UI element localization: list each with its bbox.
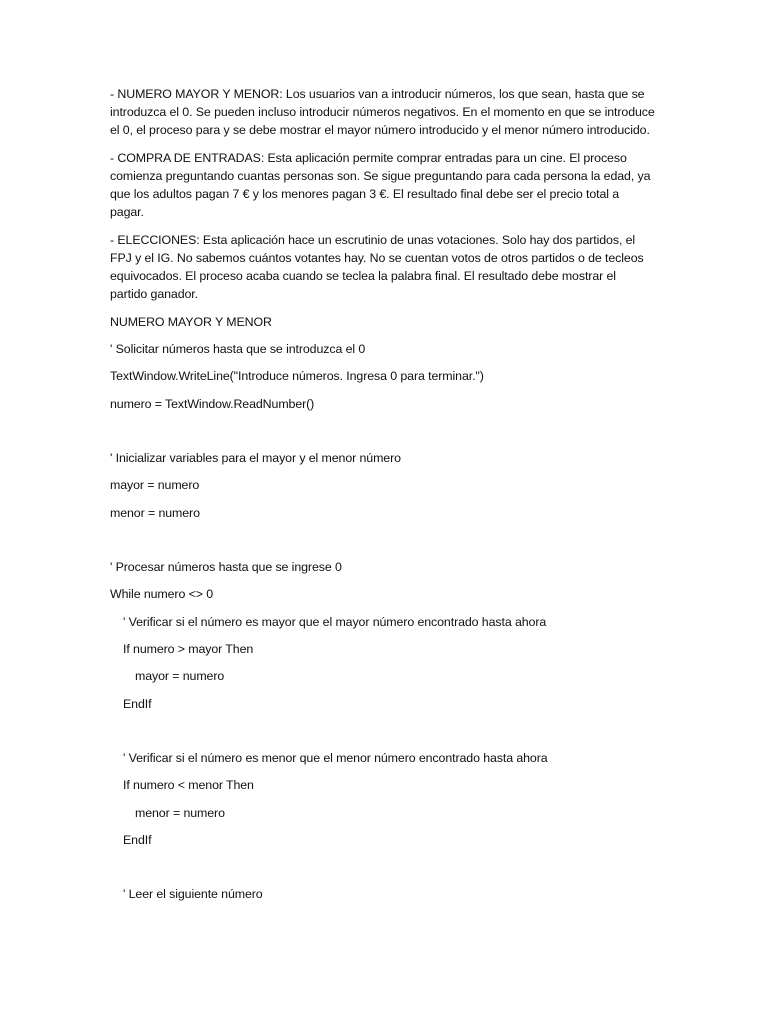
code-assign-menor: menor = numero	[135, 805, 225, 820]
code-comment-init: ' Inicializar variables para el mayor y el menor número	[110, 451, 401, 466]
task-description-numero-mayor-menor: - NUMERO MAYOR Y MENOR: Los usuarios van a introducir números, los que sean, hasta que se introduzca el 0. Se pueden incluso introducir números negativos. En el momento en que se introduce el 0, el proceso para y se debe mostrar el mayor número introducido y el menor número introducido.	[110, 87, 655, 138]
code-assign-mayor: mayor = numero	[135, 669, 225, 684]
code-readnumber: numero = TextWindow.ReadNumber()	[110, 396, 315, 411]
code-menor-init: menor = numero	[110, 505, 200, 520]
task-description-compra-entradas: - COMPRA DE ENTRADAS: Esta aplicación permite comprar entradas para un cine. El proceso comienza preguntando cuantas personas son. Se sigue preguntando para cada persona la edad, ya que los adultos pagan 7 € y los menores pagan 3 €. El resultado final debe ser el precio total a pagar.	[110, 150, 651, 220]
task-description-elecciones: - ELECCIONES: Esta aplicación hace un escrutinio de unas votaciones. Solo hay dos partidos, el FPJ y el IG. No sabemos cuántos votantes hay. No se cuentan votos de otros partidos o de tecleos equivocados. El proceso acaba cuando se teclea la palabra final. El resultado debe mostrar el partido ganador.	[110, 232, 644, 302]
code-comment-check-menor: ' Verificar si el número es menor que el menor número encontrado hasta ahora	[123, 751, 548, 766]
code-comment-request: ' Solicitar números hasta que se introduzca el 0	[110, 342, 366, 357]
code-while: While numero <> 0	[110, 587, 213, 602]
code-if-menor: If numero < menor Then	[123, 778, 254, 793]
code-endif-menor: EndIf	[123, 832, 152, 847]
code-writeline: TextWindow.WriteLine("Introduce números. Ingresa 0 para terminar.")	[110, 369, 484, 384]
code-if-mayor: If numero > mayor Then	[123, 642, 254, 657]
code-mayor-init: mayor = numero	[110, 478, 200, 493]
code-endif-mayor: EndIf	[123, 696, 152, 711]
document-body	[110, 85, 655, 904]
code-comment-next: ' Leer el siguiente número	[123, 887, 263, 902]
code-comment-process: ' Procesar números hasta que se ingrese 0	[110, 560, 342, 575]
code-comment-check-mayor: ' Verificar si el número es mayor que el mayor número encontrado hasta ahora	[123, 614, 547, 629]
section-title: NUMERO MAYOR Y MENOR	[110, 314, 272, 329]
